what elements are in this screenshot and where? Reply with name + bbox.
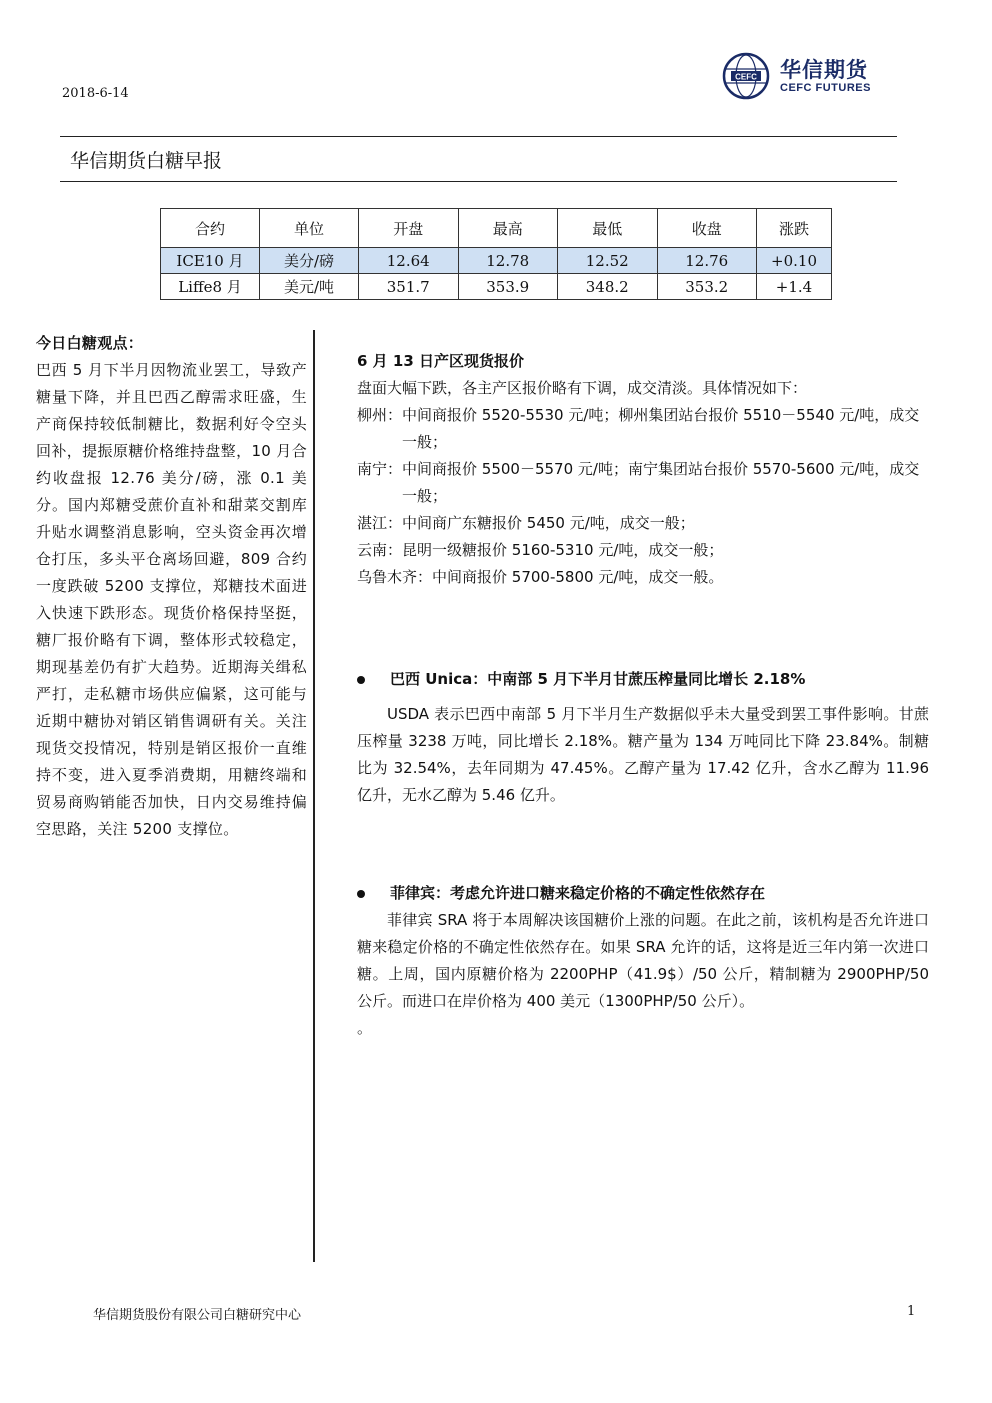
- news-title-text: 菲律宾：考虑允许进口糖来稳定价格的不确定性依然存在: [390, 884, 766, 902]
- market-view-column: [36, 330, 307, 843]
- news-title-text: 巴西 Unica：中南部 5 月下半月甘蔗压榨量同比增长 2.18%: [390, 670, 806, 688]
- spot-price-item: [357, 564, 929, 591]
- table-cell: 351.7: [359, 274, 459, 300]
- table-cell: 353.9: [458, 274, 558, 300]
- table-header-cell: 涨跌: [757, 209, 832, 248]
- svg-text:CEFC: CEFC: [735, 72, 757, 82]
- table-cell: 美元/吨: [260, 274, 359, 300]
- table-header-row: [161, 209, 832, 248]
- table-header-cell: 最高: [458, 209, 558, 248]
- table-header-cell: 合约: [161, 209, 260, 248]
- header-divider-bottom: [60, 181, 897, 182]
- trailing-mark: 。: [357, 1019, 373, 1037]
- spot-price-section: [357, 348, 929, 591]
- spot-price-intro: 盘面大幅下跌，各主产区报价略有下调，成交清淡。具体情况如下：: [357, 379, 808, 397]
- news-body: 菲律宾 SRA 将于本周解决该国糖价上涨的问题。在此之前，该机构是否允许进口糖来稳定价格的不确定性依然存在。如果 SRA 允许的话，这将是近三年内第一次进口糖。上周，国内原糖价格为 2200PHP（41.9$）/50 公斤，精制糖为 2900PHP/50 公斤。而进口在岸价格为 400 美元（1300PHP/50 公斤）。: [357, 911, 929, 1010]
- table-cell: 12.64: [359, 248, 459, 274]
- news-item: [357, 880, 929, 1042]
- spot-price-item: [357, 537, 929, 564]
- news-body: USDA 表示巴西中南部 5 月下半月生产数据似乎未大量受到罢工事件影响。甘蔗压榨量 3238 万吨，同比增长 2.18%。糖产量为 134 万吨同比下降 23.84%。制糖比为 32.54%，去年同期为 47.45%。乙醇产量为 17.42 亿升，含水乙醇为 11.96 亿升，无水乙醇为 5.46 亿升。: [357, 705, 929, 804]
- futures-quotes-table: [160, 208, 832, 300]
- bullet-icon: [357, 676, 365, 684]
- table-cell: +1.4: [757, 274, 832, 300]
- spot-quote: 中间商报价 5520-5530 元/吨；柳州集团站台报价 5510－5540 元/吨，成交一般；: [402, 406, 920, 451]
- spot-price-item: [357, 456, 929, 510]
- table-header-cell: 收盘: [657, 209, 757, 248]
- footer-organization: 华信期货股份有限公司白糖研究中心: [93, 1308, 302, 1323]
- table-cell: +0.10: [757, 248, 832, 274]
- spot-city: 湛江：: [357, 514, 403, 532]
- globe-seal-icon: [722, 52, 772, 100]
- page-number: 1: [907, 1304, 916, 1319]
- spot-city: 云南：: [357, 541, 403, 559]
- table-cell: ICE10 月: [161, 248, 260, 274]
- news-title: [357, 880, 929, 907]
- table-row: [161, 274, 832, 300]
- table-header-cell: 开盘: [359, 209, 459, 248]
- market-view-heading: 今日白糖观点：: [36, 334, 144, 352]
- report-title: 华信期货白糖早报: [70, 150, 223, 172]
- spot-quote: 中间商广东糖报价 5450 元/吨，成交一般；: [402, 514, 695, 532]
- spot-quote: 昆明一级糖报价 5160-5310 元/吨，成交一般；: [402, 541, 724, 559]
- table-header-cell: 最低: [558, 209, 658, 248]
- spot-price-title: 6 月 13 日产区现货报价: [357, 352, 524, 370]
- spot-city: 南宁：: [357, 460, 403, 478]
- table-cell: 348.2: [558, 274, 658, 300]
- table-cell: 12.76: [657, 248, 757, 274]
- spot-city: 柳州：: [357, 406, 403, 424]
- bullet-icon: [357, 890, 365, 898]
- report-date: 2018-6-14: [62, 86, 129, 101]
- spot-city: 乌鲁木齐：: [357, 568, 433, 586]
- spot-quote: 中间商报价 5700-5800 元/吨，成交一般。: [432, 568, 724, 586]
- news-title: [357, 666, 929, 693]
- company-logo: [722, 52, 872, 100]
- spot-quote: 中间商报价 5500－5570 元/吨；南宁集团站台报价 5570-5600 元/吨，成交一般；: [402, 460, 920, 505]
- table-cell: Liffe8 月: [161, 274, 260, 300]
- table-cell: 美分/磅: [260, 248, 359, 274]
- table-cell: 12.78: [458, 248, 558, 274]
- brand-name-en: CEFC FUTURES: [780, 82, 871, 94]
- table-row: [161, 248, 832, 274]
- spot-price-item: [357, 510, 929, 537]
- table-cell: 353.2: [657, 274, 757, 300]
- table-cell: 12.52: [558, 248, 658, 274]
- column-divider: [313, 330, 315, 1262]
- market-view-body: 巴西 5 月下半月因物流业罢工，导致产糖量下降，并且巴西乙醇需求旺盛，生产商保持较低制糖比，数据利好令空头回补，提振原糖价格维持盘整，10 月合约收盘报 12.76 美分/磅，涨 0.1 美分。国内郑糖受蔗价直补和甜菜交割库升贴水调整消息影响，空头资金再次增仓打压，多头平仓离场回避，809 合约一度跌破 5200 支撑位，郑糖技术面进入快速下跌形态。现货价格保持坚挺，糖厂报价略有下调，整体形式较稳定，期现基差仍有扩大趋势。近期海关缉私严打，走私糖市场供应偏紧，这可能与近期中糖协对销区销售调研有关。关注现货交投情况，特别是销区报价一直维持不变，进入夏季消费期，用糖终端和贸易商购销能否加快，日内交易维持偏空思路，关注 5200 支撑位。: [36, 361, 307, 838]
- table-header-cell: 单位: [260, 209, 359, 248]
- header-divider-top: [60, 136, 897, 137]
- brand-name-cn: 华信期货: [780, 58, 868, 82]
- news-item: [357, 666, 929, 809]
- spot-price-item: [357, 402, 929, 456]
